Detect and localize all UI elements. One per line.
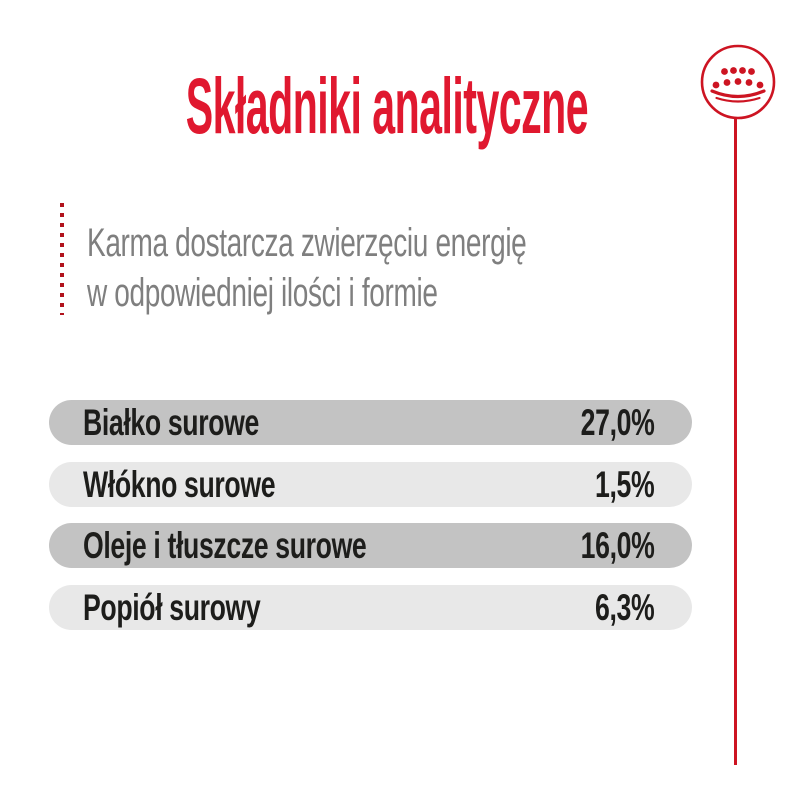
royal-canin-crown-icon	[699, 43, 777, 121]
row-label: Włókno surowe	[83, 463, 276, 505]
vertical-divider-line	[734, 119, 737, 765]
description-line-1: Karma dostarcza zwierzęciu energię	[87, 221, 527, 265]
row-value: 27,0%	[580, 401, 654, 443]
row-value: 16,0%	[580, 524, 654, 566]
page-title	[0, 61, 760, 150]
row-label: Białko surowe	[83, 401, 259, 443]
table-row	[49, 523, 692, 568]
row-value: 6,3%	[594, 586, 654, 628]
table-row	[49, 400, 692, 445]
row-label: Popiół surowy	[83, 586, 261, 628]
row-label: Oleje i tłuszcze surowe	[83, 524, 367, 566]
table-row	[49, 462, 692, 507]
page-title-text: Składniki analityczne	[185, 61, 589, 150]
table-row	[49, 585, 692, 630]
dotted-accent-line	[60, 203, 64, 315]
description-text	[87, 218, 715, 318]
description-line-2: w odpowiedniej ilości i formie	[87, 271, 438, 315]
row-value: 1,5%	[594, 463, 654, 505]
